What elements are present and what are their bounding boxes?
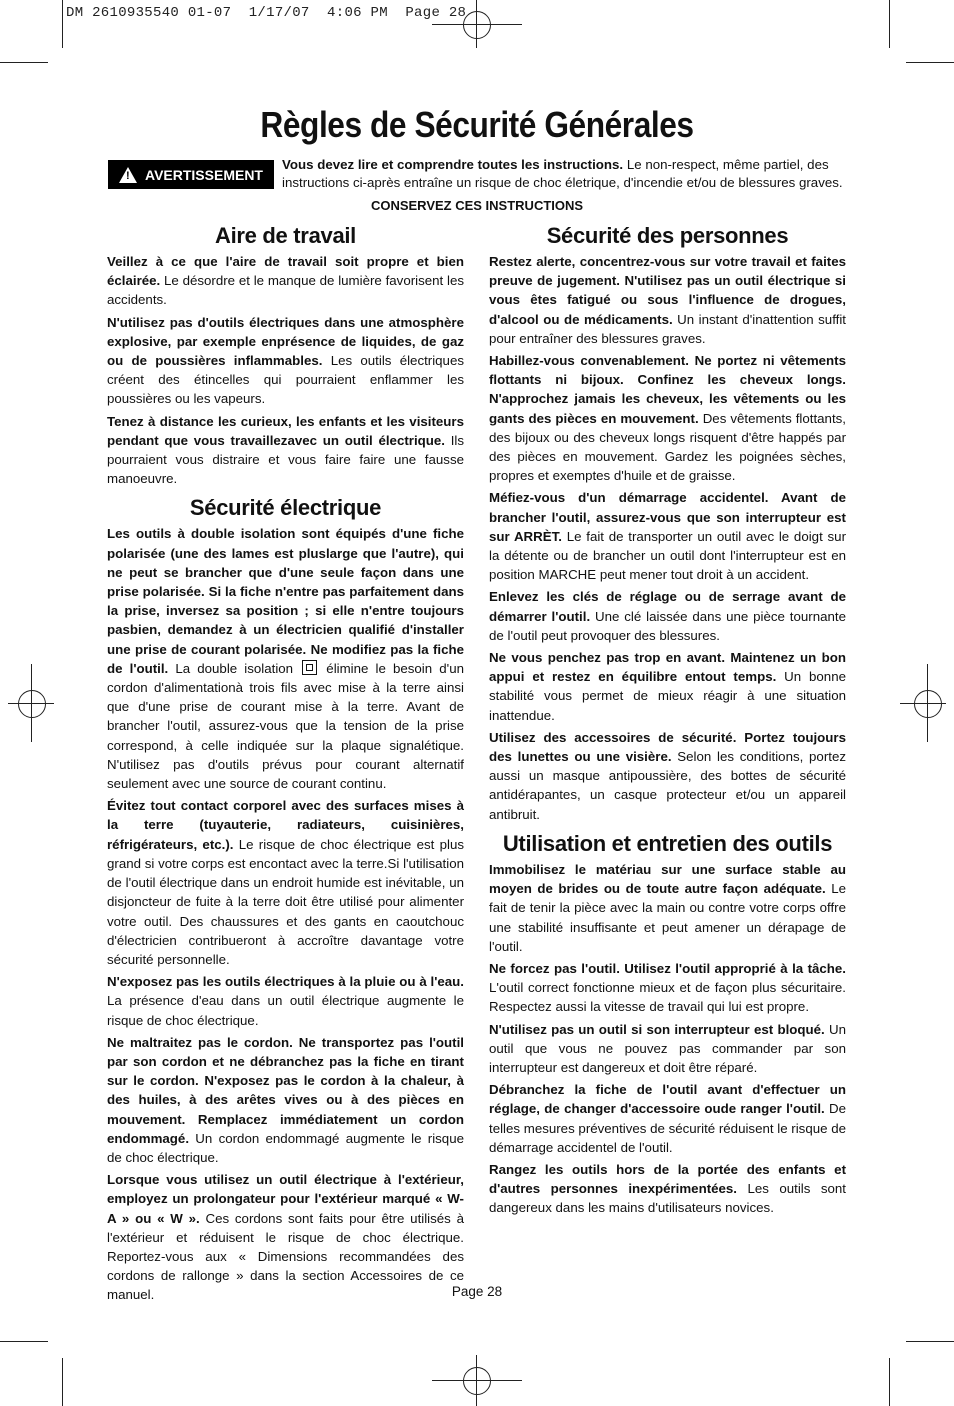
- warning-triangle-icon: !: [119, 167, 137, 183]
- crop-mark: [906, 62, 954, 63]
- paragraph: N'utilisez pas d'outils électriques dans une atmosphère explosive, par exemple enprésence de liquides, de gaz ou de poussières inflammables. Les outils électriques créent des étincelles qui pourraient enflammer les poussières ou les vapeurs.: [107, 314, 464, 407]
- paragraph: N'utilisez pas un outil si son interrupteur est bloqué. Un outil que vous ne pouvez pas commander par son interrupteur est dangereux et doit être réparé.: [489, 1021, 846, 1075]
- paragraph: Restez alerte, concentrez-vous sur votre travail et faites preuve de jugement. N'utilisez pas un outil électrique si vous êtes fatigué ou sous l'influence de drogues, d'alcool ou de médicaments. Un instant d'inattention suffit pour entraîner des blessures graves.: [489, 254, 846, 346]
- section-heading-utilisation: Utilisation et entretien des outils: [502, 830, 833, 856]
- paragraph: Évitez tout contact corporel avec des surfaces mises à la terre (tuyauterie, radiateurs, cuisinières, réfrigérateurs, etc.). Le risque de choc électrique est plus grand si votre corps est encontact avec la terre.Si l'utilisation de l'outil électrique dans un endroit humide est inévitable, un disjoncteur de fuite à la terre doit être utilisé pour alimenter votre outil. Des chaussures et des gants en caoutchouc d'électricien contribueront à accroître davantage votre sécurité personnelle.: [107, 798, 464, 967]
- crop-mark: [906, 1341, 954, 1342]
- section-heading-electrique: Sécurité électrique: [189, 495, 382, 521]
- section-heading-aire: Aire de travail: [214, 223, 356, 248]
- paragraph: Lorsque vous utilisez un outil électrique à l'extérieur, employez un prolongateur pour l'extérieur marqué « W-A » ou « W ». Ces cordons sont faits pour être utilisés à l'extérieur et réduisent le risque de choc électrique. Reportez-vous aux « Dimensions recommandées des cordons de rallonge » dans la section Accessoires de ce manuel.: [107, 1172, 464, 1303]
- paragraph: Ne vous penchez pas trop en avant. Maintenez un bon appui et restez en équilibre entout temps. Un bonne stabilité vous permet de mieux réagir à une situation inattendue.: [489, 650, 846, 723]
- paragraph: Ne maltraitez pas le cordon. Ne transportez pas l'outil par son cordon et ne débranchez pas la fiche en tirant sur le cordon. N'exposez pas le cordon à la chaleur, à des huiles, à des arêtes vives ou à des pièces en mouvement. Remplacez immédiatement un cordon endommagé. Un cordon endommagé augmente le risque de choc électrique.: [107, 1034, 464, 1165]
- print-header-line: DM 2610935540 01-07 1/17/07 4:06 PM Page 28: [66, 5, 467, 21]
- section-heading-personnes: Sécurité des personnes: [546, 223, 789, 248]
- paragraph: N'exposez pas les outils électriques à la pluie ou à l'eau. La présence d'eau dans un outil électrique augmente le risque de choc électrique.: [107, 974, 464, 1028]
- crop-mark: [0, 62, 48, 63]
- paragraph: Débranchez la fiche de l'outil avant d'effectuer un réglage, de changer d'accessoire oude ranger l'outil. De telles mesures préventives de sécurité réduisent le risque de démarrage accidentel de l'outil.: [489, 1082, 846, 1155]
- double-insulation-icon: [302, 660, 317, 675]
- paragraph: Enlevez les clés de réglage ou de serrage avant de démarrer l'outil. Une clé laissée dans une pièce tournante de l'outil peut provoquer des blessures.: [489, 589, 846, 643]
- paragraph: Veillez à ce que l'aire de travail soit propre et bien éclairée. Le désordre et le manque de lumière favorisent les accidents.: [107, 254, 464, 308]
- paragraph: Immobilisez le matériau sur une surface stable au moyen de brides ou de toute autre façon adéquate. Le fait de tenir la pièce avec la main ou contre votre corps offre une stabilité insuffisante et peut amener un dérapage de l'outil.: [489, 861, 846, 954]
- warning-badge: [108, 160, 274, 189]
- crop-mark: [62, 0, 63, 48]
- crop-mark: [889, 0, 890, 48]
- warning-badge-label: AVERTISSEMENT: [145, 166, 263, 183]
- right-column: [489, 222, 846, 1221]
- left-column: [107, 222, 464, 1308]
- paragraph: Les outils à double isolation sont équipés d'une fiche polarisée (une des lames est pluslarge que l'autre), qui ne peut se brancher que d'une seule façon dans une prise polarisée. Si la fiche n'entre pas parfaitement dans la prise, inversez sa position ; si elle n'entre toujours pasbien, demandez à un électricien qualifié d'installer une prise de courant polarisée. Ne modifiez pas la fiche de l'outil. La double isolation élimine le besoin d'un cordon d'alimentationà trois fils avec mise à la terre ainsi que d'une prise de courant mise à la terre. Avant de brancher l'outil, assurez-vous que la tension de la prise correspond, à celle indiquée sur la plaque signalétique. N'utilisez pas d'outils prévus pour courant alternatif seulement avec une source de courant continu.: [107, 526, 464, 792]
- conserve-instructions: CONSERVEZ CES INSTRUCTIONS: [370, 198, 584, 213]
- crop-mark: [0, 1341, 48, 1342]
- paragraph: Habillez-vous convenablement. Ne portez ni vêtements flottants ni bijoux. Confinez les cheveux longs. N'approchez jamais les cheveux, les vêtements ou les gants des pièces en mouvement. Des vêtements flottants, des bijoux ou des cheveux longs risquent d'être happés par des pièces en mouvement. Gardez les poignées sèches, propres et exemptes d'huile et de graisse.: [489, 353, 846, 484]
- warning-text: Vous devez lire et comprendre toutes les instructions. Le non-respect, même partiel, des instructions ci-après entraîne un risque de choc életrique, d'incendie et/ou de blessures graves.: [282, 157, 843, 190]
- paragraph: Utilisez des accessoires de sécurité. Portez toujours des lunettes ou une visière. Selon les conditions, portez aussi un masque antipoussière, des bottes de sécurité antidérapantes, un casque protecteur et/ou un appareil antibruit.: [489, 729, 846, 822]
- paragraph: Tenez à distance les curieux, les enfants et les visiteurs pendant que vous travaillezavec un outil électrique. Ils pourraient vous distraire et vous faire faire une fausse manoeuvre.: [107, 413, 464, 487]
- crop-mark: [62, 1358, 63, 1406]
- paragraph: Méfiez-vous d'un démarrage accidentel. Avant de brancher l'outil, assurez-vous que son interrupteur est sur ARRÈT. Le fait de transporter un outil avec le doigt sur la détente ou de brancher un outil dont l'interrupteur est en position MARCHE peut mener tout droit à un accident.: [489, 490, 846, 583]
- paragraph: Ne forcez pas l'outil. Utilisez l'outil approprié à la tâche. L'outil correct fonctionne mieux et de façon plus sécuritaire. Respectez aussi la vitesse de travail qui lui est propre.: [489, 960, 846, 1015]
- paragraph: Rangez les outils hors de la portée des enfants et d'autres personnes inexpérimentées. Les outils sont dangereux dans les mains d'utilisateurs novices.: [489, 1161, 846, 1216]
- page-number: Page 28: [451, 1284, 503, 1299]
- page-title: Règles de Sécurité Générales: [260, 104, 694, 145]
- crop-mark: [889, 1358, 890, 1406]
